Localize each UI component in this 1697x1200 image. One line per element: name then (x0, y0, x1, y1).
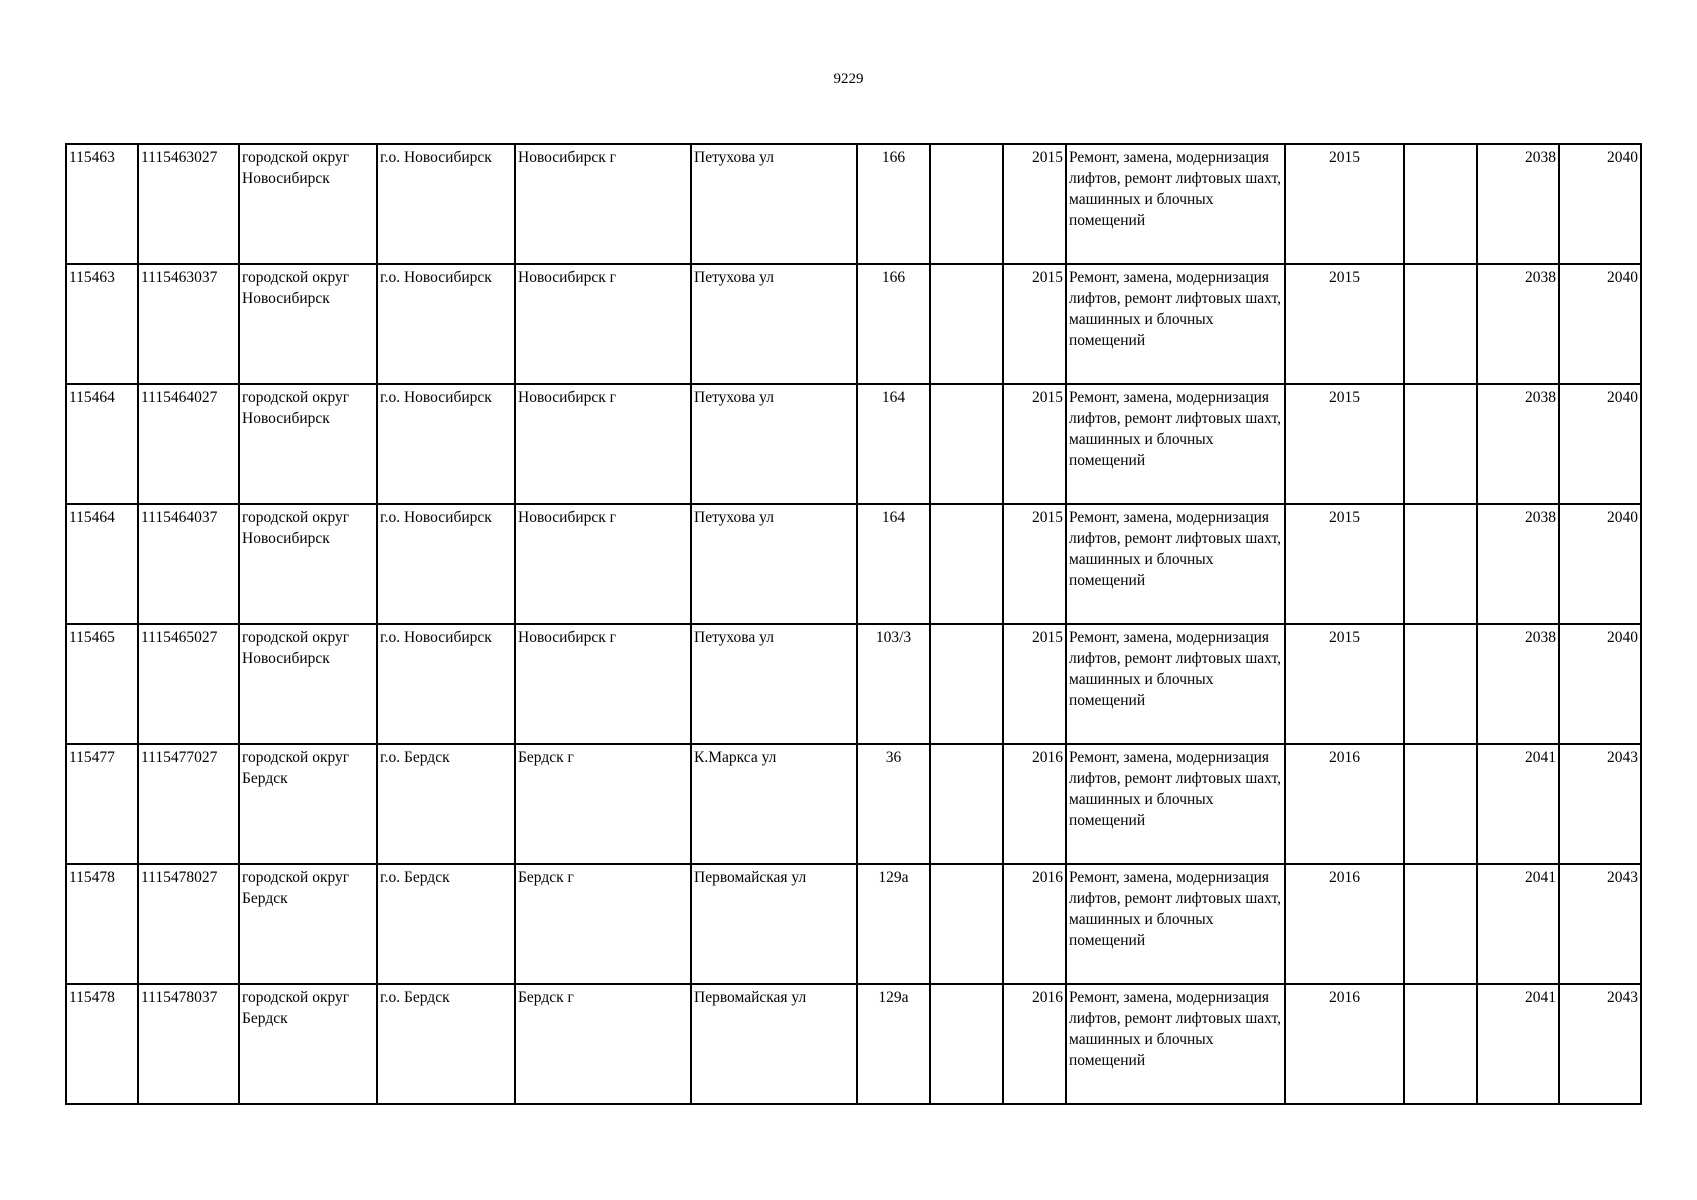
municipality-cell: г.о. Новосибирск (377, 624, 515, 744)
table-row (66, 984, 1641, 1104)
year-cell: 2015 (1003, 264, 1066, 384)
object-code-cell: 1115464027 (138, 384, 239, 504)
building-cell (930, 264, 1003, 384)
settlement-cell: Новосибирск г (515, 384, 691, 504)
table-row (66, 384, 1641, 504)
plan-start-cell: 2041 (1477, 744, 1559, 864)
building-cell (930, 984, 1003, 1104)
year-cell: 2016 (1003, 864, 1066, 984)
plan-start-cell: 2038 (1477, 264, 1559, 384)
municipality-cell: г.о. Бердск (377, 864, 515, 984)
work-type-cell: Ремонт, замена, модернизация лифтов, ремонт лифтовых шахт, машинных и блочных помещений (1066, 624, 1285, 744)
settlement-cell: Бердск г (515, 864, 691, 984)
municipality-cell: г.о. Новосибирск (377, 384, 515, 504)
plan-end-cell: 2040 (1559, 504, 1641, 624)
house-id-cell: 115478 (66, 984, 138, 1104)
table-row (66, 504, 1641, 624)
work-type-cell: Ремонт, замена, модернизация лифтов, ремонт лифтовых шахт, машинных и блочных помещений (1066, 984, 1285, 1104)
district-cell: городской округ Бердск (239, 744, 377, 864)
building-cell (930, 504, 1003, 624)
street-cell: Петухова ул (691, 624, 857, 744)
street-cell: Первомайская ул (691, 864, 857, 984)
plan-end-cell: 2040 (1559, 264, 1641, 384)
empty-cell (1404, 264, 1477, 384)
object-code-cell: 1115465027 (138, 624, 239, 744)
empty-cell (1404, 504, 1477, 624)
municipality-cell: г.о. Новосибирск (377, 504, 515, 624)
object-code-cell: 1115477027 (138, 744, 239, 864)
building-cell (930, 864, 1003, 984)
object-code-cell: 1115478037 (138, 984, 239, 1104)
street-cell: К.Маркса ул (691, 744, 857, 864)
house-id-cell: 115464 (66, 384, 138, 504)
work-type-cell: Ремонт, замена, модернизация лифтов, ремонт лифтовых шахт, машинных и блочных помещений (1066, 264, 1285, 384)
work-type-cell: Ремонт, замена, модернизация лифтов, ремонт лифтовых шахт, машинных и блочных помещений (1066, 504, 1285, 624)
year-cell: 2015 (1003, 624, 1066, 744)
house-number-cell: 36 (857, 744, 930, 864)
street-cell: Петухова ул (691, 144, 857, 264)
municipality-cell: г.о. Бердск (377, 984, 515, 1104)
table-row (66, 864, 1641, 984)
settlement-cell: Бердск г (515, 744, 691, 864)
district-cell: городской округ Бердск (239, 984, 377, 1104)
plan-start-cell: 2038 (1477, 144, 1559, 264)
municipality-cell: г.о. Новосибирск (377, 264, 515, 384)
plan-start-cell: 2038 (1477, 504, 1559, 624)
house-id-cell: 115477 (66, 744, 138, 864)
street-cell: Первомайская ул (691, 984, 857, 1104)
empty-cell (1404, 864, 1477, 984)
street-cell: Петухова ул (691, 384, 857, 504)
object-code-cell: 1115464037 (138, 504, 239, 624)
year-cell: 2015 (1003, 384, 1066, 504)
plan-start-cell: 2038 (1477, 384, 1559, 504)
object-code-cell: 1115463037 (138, 264, 239, 384)
empty-cell (1404, 144, 1477, 264)
plan-start-cell: 2041 (1477, 864, 1559, 984)
plan-end-cell: 2043 (1559, 864, 1641, 984)
work-year-cell: 2015 (1285, 384, 1404, 504)
year-cell: 2016 (1003, 984, 1066, 1104)
year-cell: 2015 (1003, 504, 1066, 624)
street-cell: Петухова ул (691, 504, 857, 624)
plan-end-cell: 2040 (1559, 624, 1641, 744)
work-type-cell: Ремонт, замена, модернизация лифтов, ремонт лифтовых шахт, машинных и блочных помещений (1066, 384, 1285, 504)
plan-end-cell: 2043 (1559, 984, 1641, 1104)
table-row (66, 744, 1641, 864)
house-number-cell: 164 (857, 504, 930, 624)
empty-cell (1404, 744, 1477, 864)
work-year-cell: 2016 (1285, 744, 1404, 864)
plan-start-cell: 2038 (1477, 624, 1559, 744)
work-year-cell: 2016 (1285, 864, 1404, 984)
house-id-cell: 115478 (66, 864, 138, 984)
district-cell: городской округ Новосибирск (239, 264, 377, 384)
object-code-cell: 1115463027 (138, 144, 239, 264)
work-year-cell: 2015 (1285, 144, 1404, 264)
house-number-cell: 129а (857, 984, 930, 1104)
settlement-cell: Новосибирск г (515, 504, 691, 624)
building-cell (930, 384, 1003, 504)
plan-end-cell: 2043 (1559, 744, 1641, 864)
district-cell: городской округ Новосибирск (239, 384, 377, 504)
settlement-cell: Новосибирск г (515, 264, 691, 384)
empty-cell (1404, 384, 1477, 504)
work-year-cell: 2015 (1285, 264, 1404, 384)
work-year-cell: 2015 (1285, 624, 1404, 744)
house-number-cell: 164 (857, 384, 930, 504)
empty-cell (1404, 624, 1477, 744)
plan-end-cell: 2040 (1559, 384, 1641, 504)
object-code-cell: 1115478027 (138, 864, 239, 984)
street-cell: Петухова ул (691, 264, 857, 384)
district-cell: городской округ Новосибирск (239, 504, 377, 624)
table-body (66, 144, 1641, 1104)
table-row (66, 144, 1641, 264)
municipality-cell: г.о. Бердск (377, 744, 515, 864)
house-number-cell: 103/3 (857, 624, 930, 744)
settlement-cell: Новосибирск г (515, 624, 691, 744)
work-type-cell: Ремонт, замена, модернизация лифтов, ремонт лифтовых шахт, машинных и блочных помещений (1066, 144, 1285, 264)
settlement-cell: Бердск г (515, 984, 691, 1104)
registry-table (65, 143, 1642, 1105)
house-number-cell: 166 (857, 144, 930, 264)
plan-start-cell: 2041 (1477, 984, 1559, 1104)
house-id-cell: 115463 (66, 264, 138, 384)
work-year-cell: 2015 (1285, 504, 1404, 624)
page-number: 9229 (833, 71, 864, 87)
municipality-cell: г.о. Новосибирск (377, 144, 515, 264)
building-cell (930, 144, 1003, 264)
district-cell: городской округ Новосибирск (239, 144, 377, 264)
work-type-cell: Ремонт, замена, модернизация лифтов, ремонт лифтовых шахт, машинных и блочных помещений (1066, 864, 1285, 984)
district-cell: городской округ Новосибирск (239, 624, 377, 744)
house-id-cell: 115464 (66, 504, 138, 624)
empty-cell (1404, 984, 1477, 1104)
plan-end-cell: 2040 (1559, 144, 1641, 264)
year-cell: 2015 (1003, 144, 1066, 264)
house-number-cell: 129а (857, 864, 930, 984)
district-cell: городской округ Бердск (239, 864, 377, 984)
house-id-cell: 115463 (66, 144, 138, 264)
house-number-cell: 166 (857, 264, 930, 384)
year-cell: 2016 (1003, 744, 1066, 864)
house-id-cell: 115465 (66, 624, 138, 744)
work-year-cell: 2016 (1285, 984, 1404, 1104)
settlement-cell: Новосибирск г (515, 144, 691, 264)
work-type-cell: Ремонт, замена, модернизация лифтов, ремонт лифтовых шахт, машинных и блочных помещений (1066, 744, 1285, 864)
building-cell (930, 744, 1003, 864)
table-row (66, 264, 1641, 384)
building-cell (930, 624, 1003, 744)
table-row (66, 624, 1641, 744)
